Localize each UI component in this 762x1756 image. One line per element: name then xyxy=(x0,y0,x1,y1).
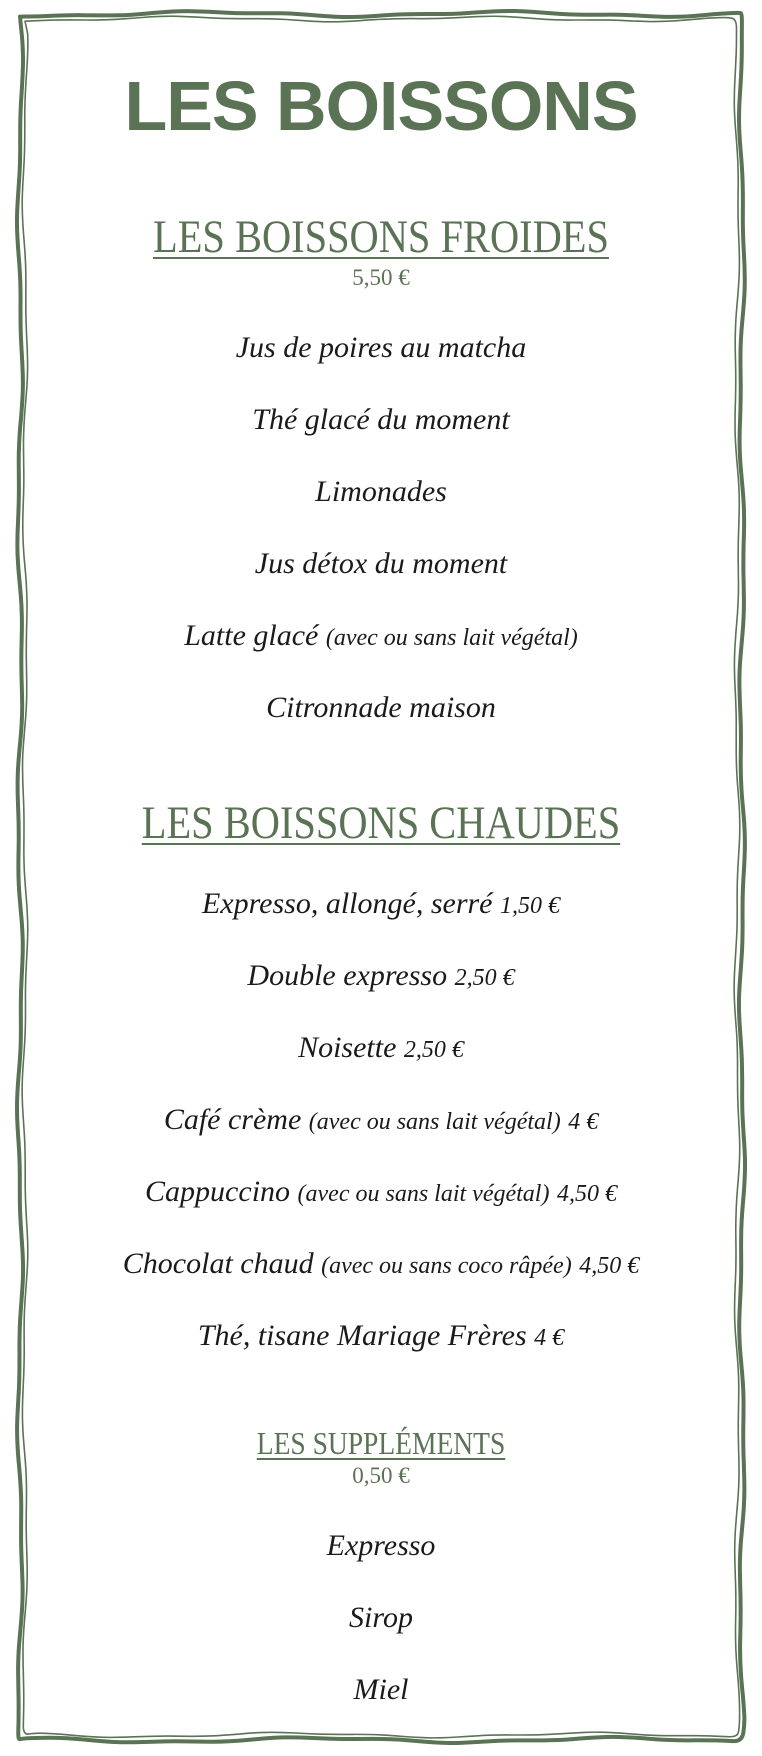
menu-item xyxy=(0,688,762,728)
item-name: Sirop xyxy=(349,1601,413,1634)
item-name: Miel xyxy=(353,1673,409,1706)
menu-item xyxy=(0,1670,762,1710)
item-name: Jus de poires au matcha xyxy=(235,331,527,364)
item-price: 2,50 € xyxy=(403,1037,464,1063)
item-name: Latte glacé xyxy=(184,619,319,652)
item-note: (avec ou sans lait végétal) xyxy=(325,625,578,651)
menu-item xyxy=(0,1028,762,1070)
item-name: Expresso xyxy=(326,1529,436,1562)
menu-item xyxy=(0,1598,762,1638)
item-name: Cappuccino xyxy=(145,1175,291,1208)
item-price: 4 € xyxy=(534,1325,565,1351)
section-title-cold-drinks: LES BOISSONS FROIDES xyxy=(153,211,609,263)
item-price: 2,50 € xyxy=(454,965,515,991)
item-price: 4 € xyxy=(568,1109,599,1135)
item-name: Limonades xyxy=(315,475,447,508)
menu-item xyxy=(0,472,762,512)
section-price-supplements: 0,50 € xyxy=(352,1463,410,1488)
item-note: (avec ou sans lait végétal) xyxy=(297,1181,550,1207)
item-note: (avec ou sans lait végétal) xyxy=(308,1109,561,1135)
menu-item xyxy=(0,400,762,440)
item-name: Expresso, allongé, serré xyxy=(201,887,493,920)
item-name: Double expresso xyxy=(247,959,448,992)
menu-item xyxy=(0,544,762,584)
item-price: 4,50 € xyxy=(579,1253,640,1279)
menu-item xyxy=(0,1526,762,1566)
section-price-cold-drinks: 5,50 € xyxy=(352,265,410,290)
menu-item xyxy=(0,1100,762,1142)
item-price: 1,50 € xyxy=(500,893,560,919)
item-name: Citronnade maison xyxy=(266,691,496,724)
menu-item xyxy=(0,1172,762,1214)
item-name: Noisette xyxy=(298,1031,397,1064)
page-title: LES BOISSONS xyxy=(124,67,638,145)
item-price: 4,50 € xyxy=(556,1181,617,1207)
item-name: Jus détox du moment xyxy=(254,547,508,580)
item-note: (avec ou sans coco râpée) xyxy=(321,1253,572,1279)
menu-item xyxy=(0,1244,762,1286)
menu-item xyxy=(0,884,762,926)
item-name: Thé, tisane Mariage Frères xyxy=(197,1319,527,1352)
section-title-hot-drinks: LES BOISSONS CHAUDES xyxy=(141,797,621,849)
item-name: Café crème xyxy=(163,1103,302,1136)
item-name: Thé glacé du moment xyxy=(252,403,510,436)
menu-item xyxy=(0,328,762,368)
menu-item xyxy=(0,616,762,658)
item-name: Chocolat chaud xyxy=(122,1247,314,1280)
section-title-supplements: LES SUPPLÉMENTS xyxy=(256,1425,506,1461)
menu-item xyxy=(0,1316,762,1358)
menu-item xyxy=(0,956,762,998)
